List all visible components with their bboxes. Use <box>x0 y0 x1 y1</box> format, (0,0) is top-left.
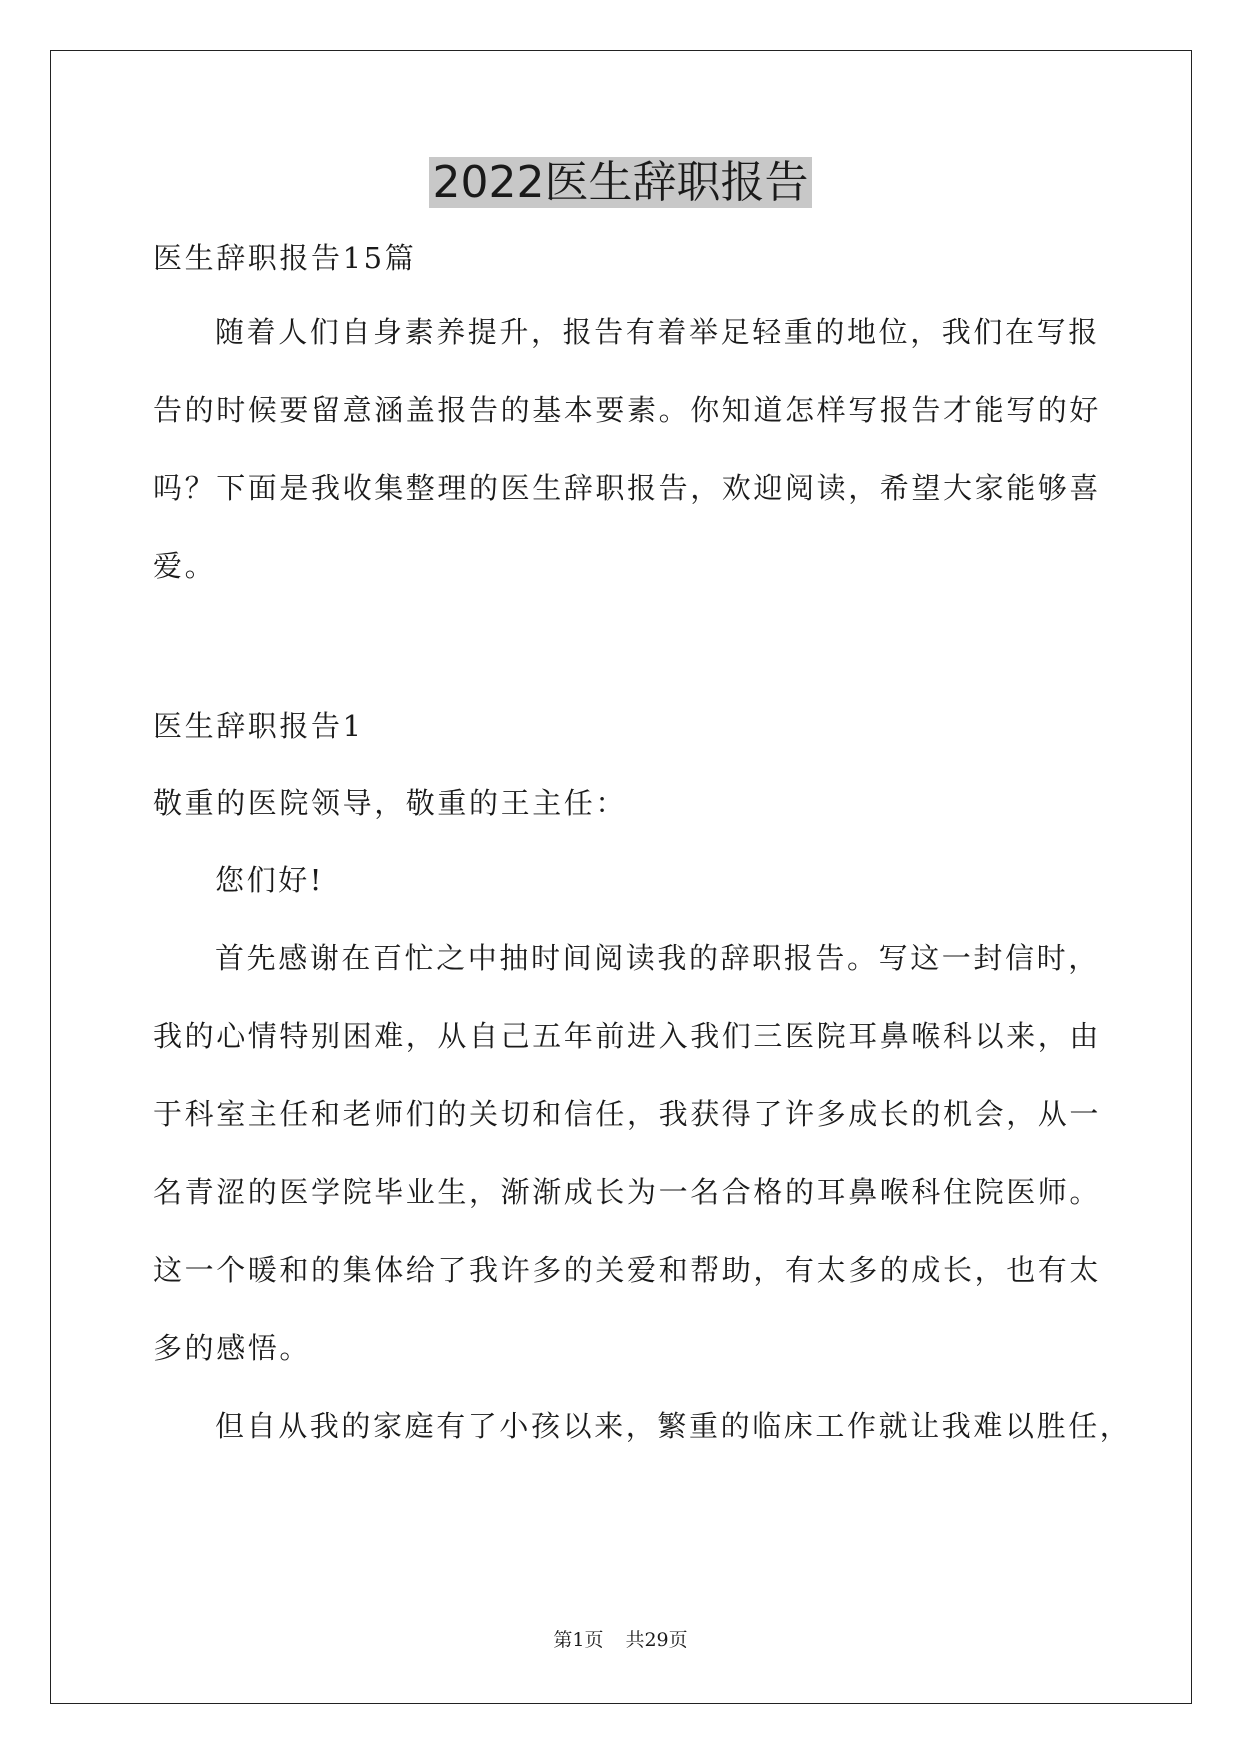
body-line-3: 于科室主任和老师们的关切和信任，我获得了许多成长的机会，从一 <box>153 1097 1102 1131</box>
intro-line-3: 吗？下面是我收集整理的医生辞职报告，欢迎阅读，希望大家能够喜 <box>153 471 1102 505</box>
intro-line-4: 爱。 <box>153 549 217 583</box>
salutation: 敬重的医院领导，敬重的王主任： <box>153 786 628 820</box>
document-title <box>0 155 1241 211</box>
body-line-7: 但自从我的家庭有了小孩以来，繁重的临床工作就让我难以胜任， <box>215 1409 1132 1443</box>
body-line-5: 这一个暖和的集体给了我许多的关爱和帮助，有太多的成长，也有太 <box>153 1253 1102 1287</box>
greeting: 您们好! <box>215 863 325 897</box>
page-footer <box>0 1628 1241 1652</box>
intro-line-2: 告的时候要留意涵盖报告的基本要素。你知道怎样写报告才能写的好 <box>153 393 1102 427</box>
page-total: 共29页 <box>625 1629 688 1651</box>
body-line-2: 我的心情特别困难，从自己五年前进入我们三医院耳鼻喉科以来，由 <box>153 1019 1102 1053</box>
intro-line-1: 随着人们自身素养提升，报告有着举足轻重的地位，我们在写报 <box>215 315 1100 349</box>
document-title-text: 2022医生辞职报告 <box>429 157 813 208</box>
document-subtitle: 医生辞职报告15篇 <box>153 241 417 275</box>
body-line-4: 名青涩的医学院毕业生，渐渐成长为一名合格的耳鼻喉科住院医师。 <box>153 1175 1102 1209</box>
body-line-1: 首先感谢在百忙之中抽时间阅读我的辞职报告。写这一封信时， <box>215 941 1100 975</box>
section-heading: 医生辞职报告1 <box>153 709 364 743</box>
page-number: 第1页 <box>553 1629 604 1651</box>
body-line-6: 多的感悟。 <box>153 1331 312 1365</box>
